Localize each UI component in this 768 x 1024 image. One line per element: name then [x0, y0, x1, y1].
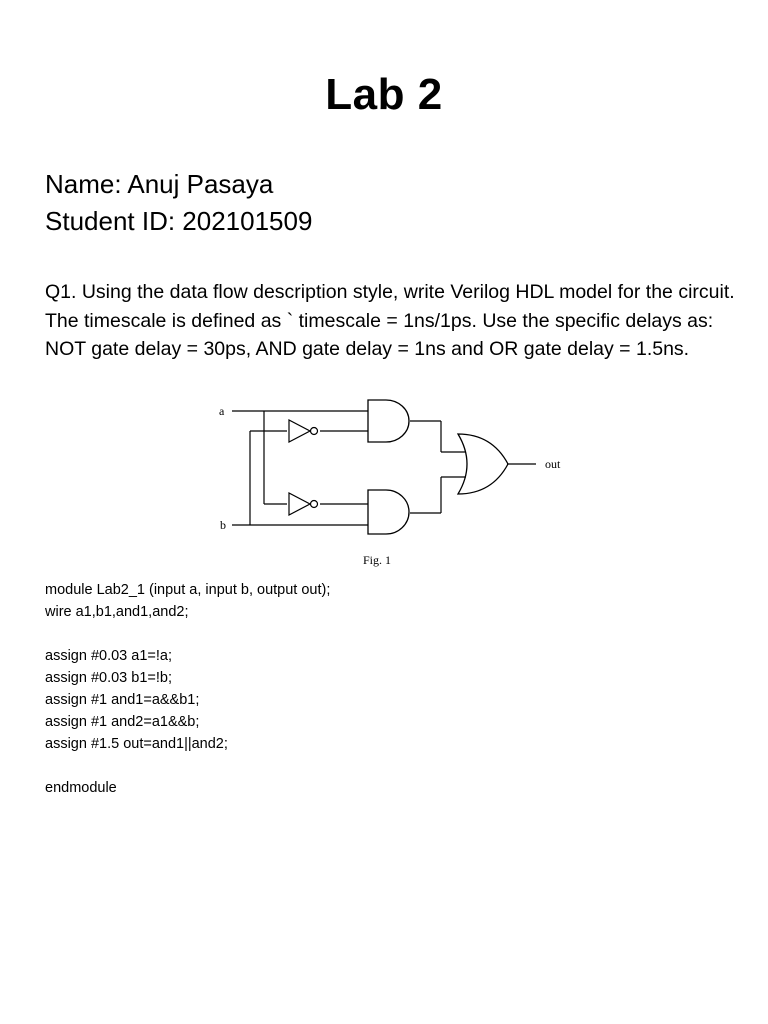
code-line: assign #1.5 out=and1||and2;: [45, 736, 228, 752]
code-line: assign #0.03 b1=!b;: [45, 670, 172, 686]
code-line: assign #0.03 a1=!a;: [45, 648, 172, 664]
code-line: endmodule: [45, 780, 117, 796]
code-line: wire a1,b1,and1,and2;: [45, 604, 189, 620]
not-gate-top: [289, 420, 318, 442]
code-line: module Lab2_1 (input a, input b, output out);: [45, 582, 331, 598]
page-title: Lab 2: [325, 70, 443, 119]
and-gate-bottom: [368, 490, 409, 534]
and-gate-top: [368, 400, 409, 442]
or-gate: [458, 434, 508, 494]
verilog-code: [45, 579, 330, 799]
output-label: out: [545, 457, 561, 471]
circuit-diagram: [200, 398, 580, 573]
input-a-label: a: [219, 404, 225, 418]
not-gate-bottom: [289, 493, 318, 515]
figure-caption: Fig. 1: [363, 553, 392, 567]
student-name: Name: Anuj Pasaya: [45, 169, 274, 199]
code-line: assign #1 and1=a&&b1;: [45, 692, 200, 708]
question-text: Q1. Using the data flow description style, write Verilog HDL model for the circuit. The timescale is defined as ` timescale = 1ns/1ps. Use the specific delays as: NOT gate delay = 30ps, AND gate delay = 1ns and OR gate delay = 1.5ns.: [45, 281, 735, 360]
input-b-label: b: [220, 518, 226, 532]
code-line: [45, 623, 330, 645]
code-line: assign #1 and2=a1&&b;: [45, 714, 200, 730]
student-id: Student ID: 202101509: [45, 206, 313, 236]
code-line: [45, 755, 330, 777]
circuit-wires: [232, 411, 536, 525]
